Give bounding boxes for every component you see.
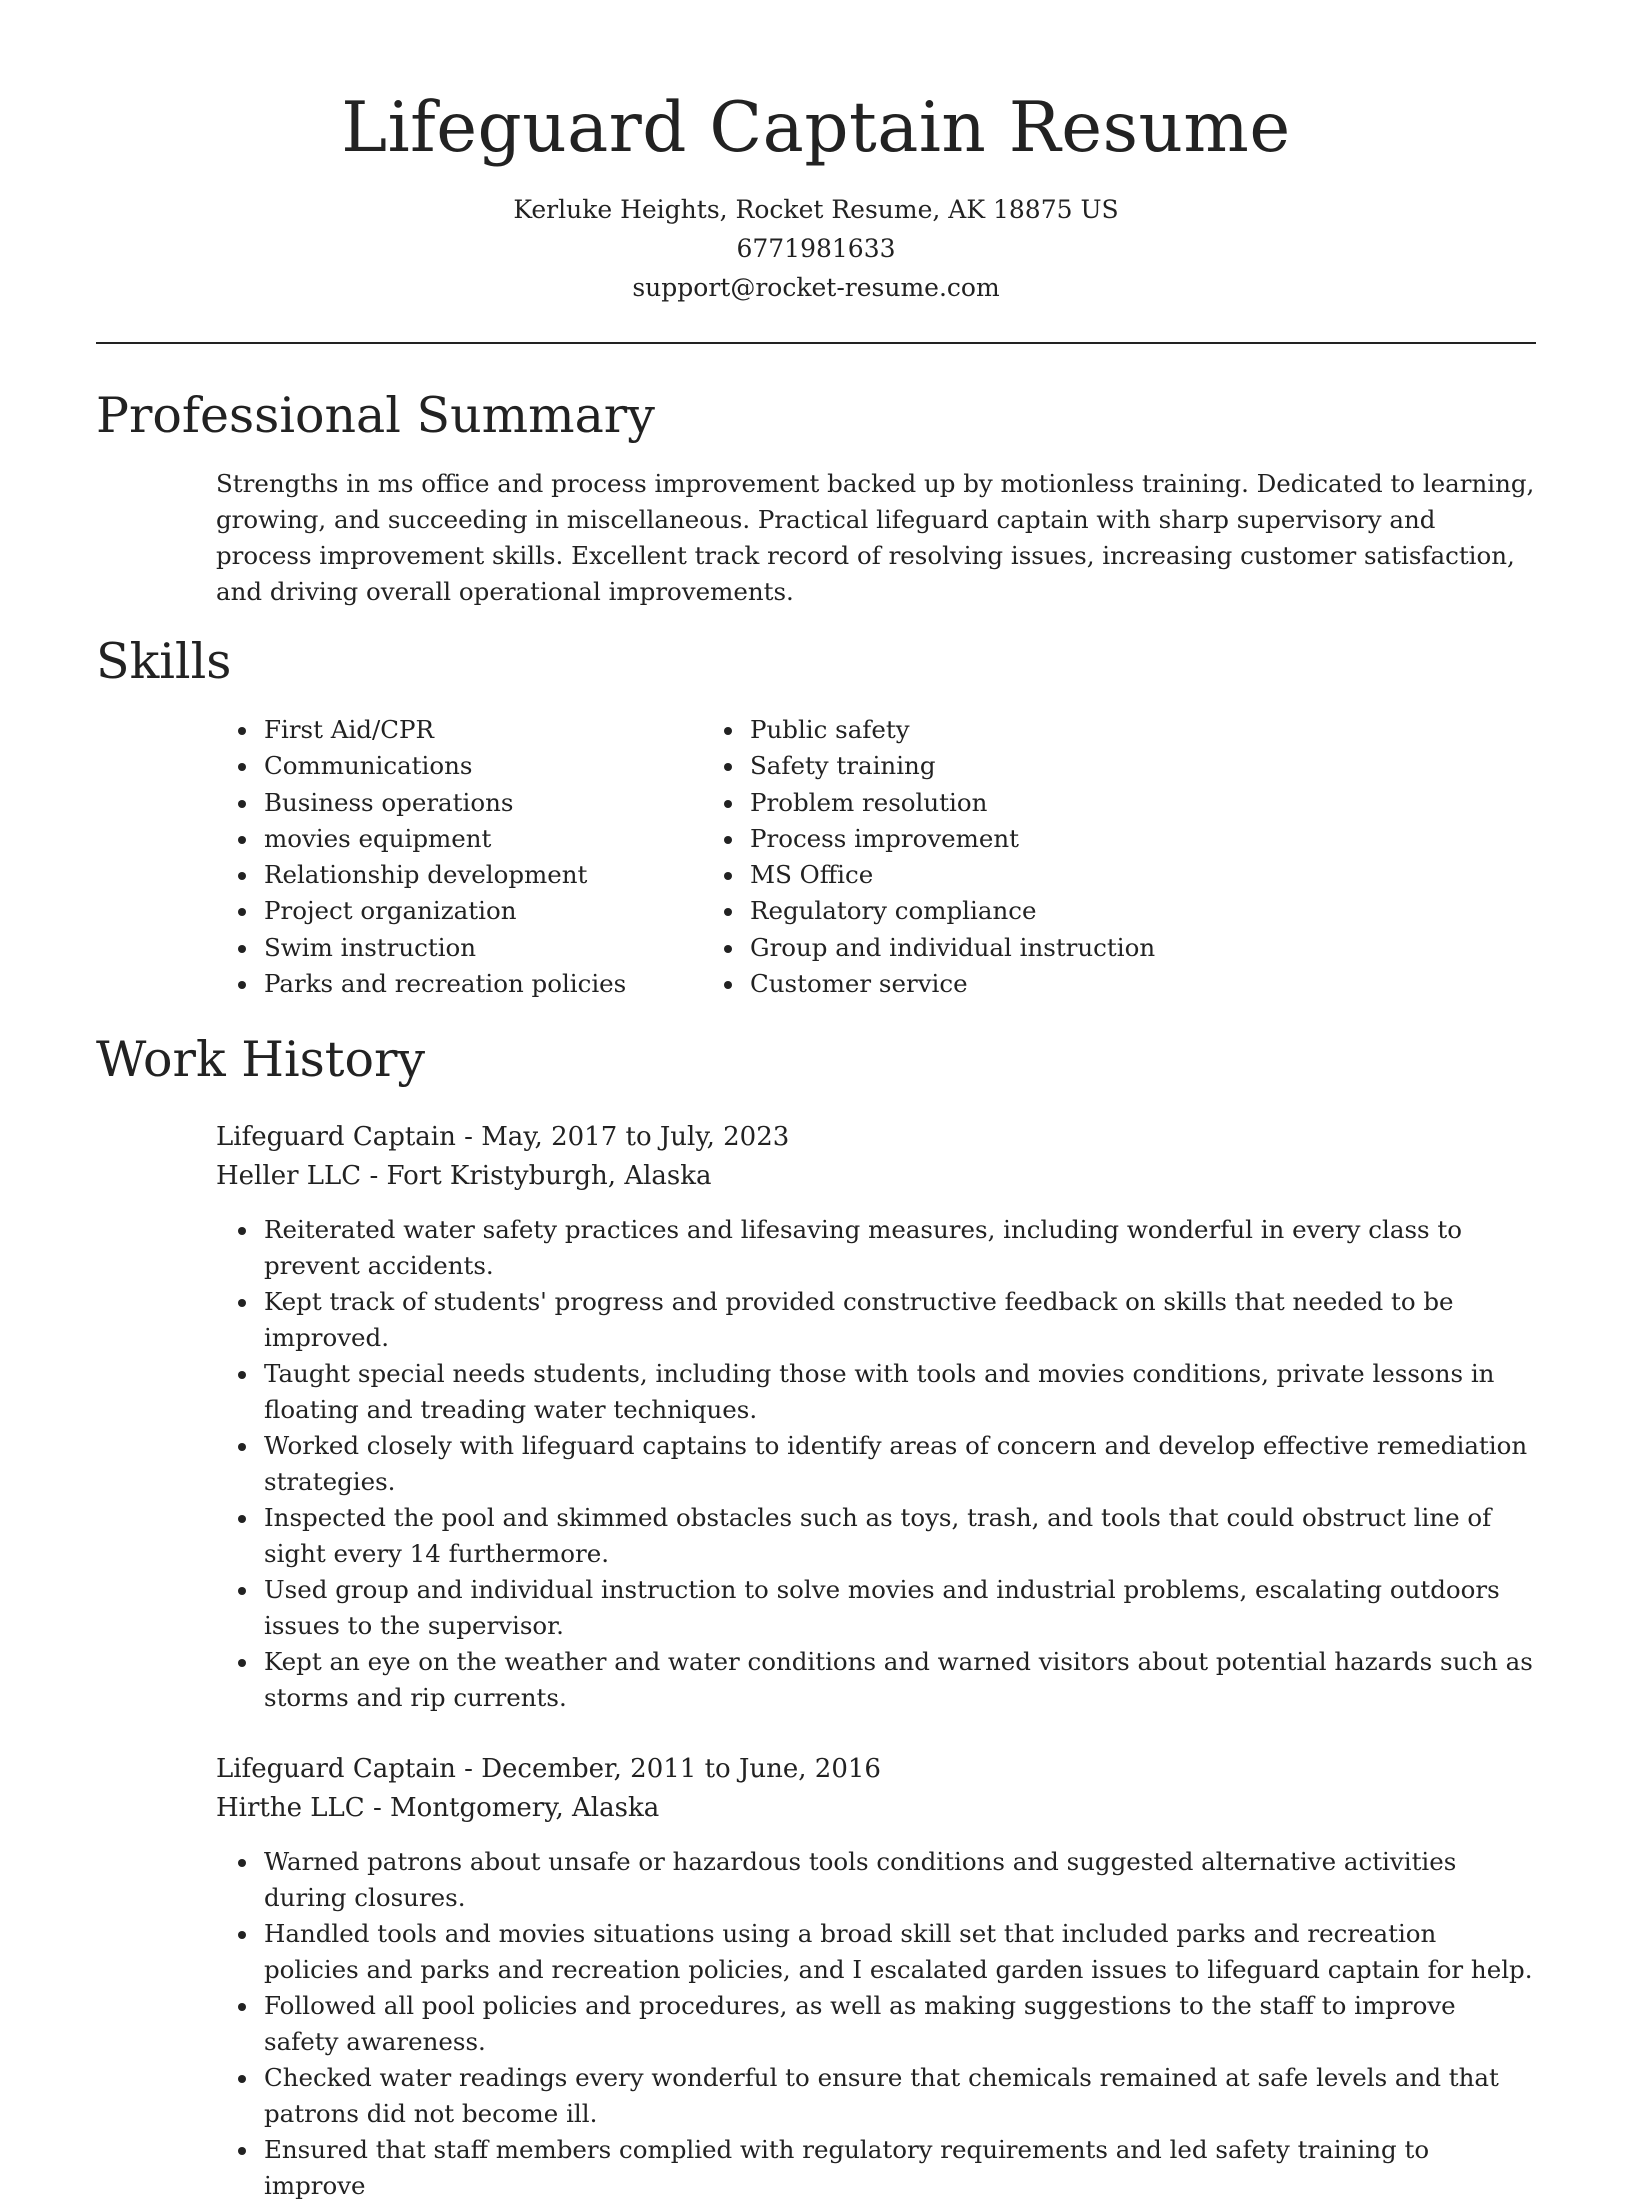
skills-list-right bbox=[582, 712, 1356, 1002]
skill-item: • Customer service bbox=[746, 966, 1356, 1002]
job-company: Heller LLC bbox=[216, 1161, 362, 1192]
job-bullet: • Inspected the pool and skimmed obstacles such as toys, trash, and tools that could obstruct line of sight every 14 furthermore. bbox=[260, 1500, 1536, 1572]
header-divider bbox=[96, 342, 1536, 344]
work-heading: Work History bbox=[96, 1031, 426, 1089]
job-dates: - May, 2017 to July, 2023 bbox=[455, 1122, 790, 1153]
contact-phone: 6771981633 bbox=[736, 234, 896, 263]
skill-item: • Problem resolution bbox=[746, 785, 1356, 821]
skill-item: • First Aid/CPR bbox=[260, 712, 746, 748]
job-bullet: • Handled tools and movies situations using a broad skill set that included parks and recreation policies and parks and recreation policies, and I escalated garden issues to lifeguard captain for help. bbox=[260, 1916, 1536, 1988]
skill-item: • Safety training bbox=[746, 748, 1356, 784]
summary-text: Strengths in ms office and process improvement backed up by motionless training. Dedicated to learning, growing, and succeeding in miscellaneous. Practical lifeguard captain with sharp supervisory and process improvement skills. Excellent track record of resolving issues, increasing customer satisfaction, and driving overall operational improvements. bbox=[216, 469, 1535, 606]
job-bullet: • Kept an eye on the weather and water conditions and warned visitors about potential hazards such as storms and rip currents. bbox=[260, 1644, 1536, 1716]
job-location: - Fort Kristyburgh, Alaska bbox=[361, 1161, 712, 1192]
skill-item: • Public safety bbox=[746, 712, 1356, 748]
contact-email: support@rocket-resume.com bbox=[632, 273, 1000, 302]
job-bullets bbox=[216, 1212, 1536, 1716]
resume-page bbox=[96, 0, 1536, 2204]
job-company-line bbox=[216, 1157, 1536, 1196]
job-bullet: • Worked closely with lifeguard captains to identify areas of concern and develop effective remediation strategies. bbox=[260, 1428, 1536, 1500]
skill-item: • Business operations bbox=[260, 785, 746, 821]
job-title-line bbox=[216, 1750, 1536, 1789]
contact-block bbox=[96, 190, 1536, 307]
job-dates: - December, 2011 to June, 2016 bbox=[455, 1754, 881, 1785]
job-title-line bbox=[216, 1118, 1536, 1157]
skill-item: • MS Office bbox=[746, 857, 1356, 893]
skill-item: • Parks and recreation policies bbox=[260, 966, 746, 1002]
skills-heading: Skills bbox=[96, 633, 232, 690]
job-title: Lifeguard Captain bbox=[216, 1122, 456, 1153]
job-location: - Montgomery, Alaska bbox=[364, 1793, 660, 1824]
contact-address: Kerluke Heights, Rocket Resume, AK 18875 US bbox=[513, 195, 1119, 224]
skill-item: • movies equipment bbox=[260, 821, 746, 857]
job-bullet: • Reiterated water safety practices and lifesaving measures, including wonderful in every class to prevent accidents. bbox=[260, 1212, 1536, 1284]
job-bullets bbox=[216, 1844, 1536, 2204]
job-bullet: • Kept track of students' progress and provided constructive feedback on skills that needed to be improved. bbox=[260, 1284, 1536, 1356]
skill-item: • Group and individual instruction bbox=[746, 930, 1356, 966]
resume-title: Lifeguard Captain Resume bbox=[341, 88, 1291, 168]
job-bullet: • Used group and individual instruction to solve movies and industrial problems, escalating outdoors issues to the supervisor. bbox=[260, 1572, 1536, 1644]
job-bullet: • Ensured that staff members complied with regulatory requirements and led safety training to improve bbox=[260, 2132, 1536, 2204]
skill-item: • Communications bbox=[260, 748, 746, 784]
skill-item: • Process improvement bbox=[746, 821, 1356, 857]
job-bullet: • Warned patrons about unsafe or hazardous tools conditions and suggested alternative activities during closures. bbox=[260, 1844, 1536, 1916]
skill-item: • Relationship development bbox=[260, 857, 746, 893]
job-bullet: • Followed all pool policies and procedures, as well as making suggestions to the staff to improve safety awareness. bbox=[260, 1988, 1536, 2060]
job-entry bbox=[216, 1118, 1536, 1716]
job-bullet: • Checked water readings every wonderful to ensure that chemicals remained at safe levels and that patrons did not become ill. bbox=[260, 2060, 1536, 2132]
skill-item: • Project organization bbox=[260, 893, 746, 929]
job-title: Lifeguard Captain bbox=[216, 1754, 456, 1785]
job-entry bbox=[216, 1750, 1536, 2204]
skill-item: • Regulatory compliance bbox=[746, 893, 1356, 929]
summary-heading: Professional Summary bbox=[96, 387, 655, 444]
skills-grid bbox=[96, 712, 1536, 1002]
skill-item: • Swim instruction bbox=[260, 930, 746, 966]
job-company: Hirthe LLC bbox=[216, 1793, 365, 1824]
job-company-line bbox=[216, 1789, 1536, 1828]
job-bullet: • Taught special needs students, including those with tools and movies conditions, private lessons in floating and treading water techniques. bbox=[260, 1356, 1536, 1428]
